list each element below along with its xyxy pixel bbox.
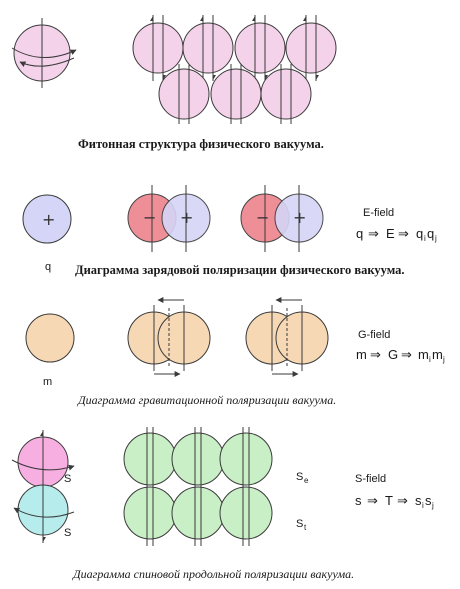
svg-text:e: e [304,476,309,485]
svg-text:⇒: ⇒ [401,347,412,362]
photon-cell [261,64,311,124]
svg-text:S: S [296,471,304,483]
spin-pair [124,483,176,546]
photon-single [12,18,76,88]
svg-text:⇒: ⇒ [367,493,378,508]
spin-pair [172,427,224,491]
svg-text:q: q [356,226,364,241]
spin-section [12,427,434,581]
s-field-formula [355,493,434,510]
spin-lattice [124,427,272,546]
svg-text:⇒: ⇒ [370,347,381,362]
svg-text:⇒: ⇒ [398,226,409,241]
svg-text:S: S [296,518,304,530]
spin-caption: Диаграмма спиновой продольной поляризации вакуума. [73,567,355,581]
spin-label-bottom: S [64,527,72,539]
gravity-section [26,300,445,407]
svg-text:s: s [415,493,422,508]
gravity-dipole [246,300,328,374]
g-field-label: G-field [358,329,391,341]
e-field-formula [356,226,437,243]
mass-label: m [43,376,53,388]
e-field-label: E-field [363,207,395,219]
se-label [296,471,309,485]
charge-dipole [241,185,323,252]
svg-text:⇒: ⇒ [397,493,408,508]
spin-pair [220,483,272,546]
gravity-dipole [128,300,210,374]
g-field-formula [356,347,445,364]
s-field-label: S-field [355,473,387,485]
svg-text:⇒: ⇒ [368,226,379,241]
svg-text:i: i [424,234,426,243]
svg-text:q: q [416,226,424,241]
svg-text:q: q [427,226,435,241]
svg-text:m: m [432,347,443,362]
photon-cell [159,64,209,124]
mass-circle [26,314,74,362]
charge-dipole [128,185,210,252]
svg-text:j: j [443,355,445,364]
svg-text:m: m [418,347,429,362]
spin-label-top: S [64,473,72,485]
svg-text:E: E [386,226,395,241]
svg-text:T: T [385,493,393,508]
st-label [296,518,307,532]
svg-text:i: i [422,501,424,510]
spin-pair [172,483,224,546]
svg-text:s: s [355,493,362,508]
charge-label: q [45,261,52,273]
svg-text:j: j [435,234,437,243]
photon-cell [211,64,261,124]
photon-section [12,15,336,151]
svg-text:j: j [432,501,434,510]
svg-text:G: G [388,347,399,362]
charge-caption: Диаграмма зарядовой поляризации физического вакуума. [75,263,405,277]
minus-sign: − [143,208,157,227]
svg-text:m: m [356,347,367,362]
charge-section [23,185,437,277]
gravity-caption: Диаграмма гравитационной поляризации вакуума. [78,393,337,407]
spin-pair [220,427,272,491]
svg-text:t: t [304,523,307,532]
minus-sign: − [256,208,270,227]
svg-text:i: i [429,355,431,364]
plus-sign: + [293,208,307,227]
plus-sign: + [42,210,56,229]
svg-text:s: s [425,493,432,508]
photon-lattice [133,15,336,124]
photon-caption: Фитонная структура физического вакуума. [78,137,324,151]
plus-sign: + [180,208,194,227]
charge-single [23,195,71,243]
spin-pair [124,427,176,491]
